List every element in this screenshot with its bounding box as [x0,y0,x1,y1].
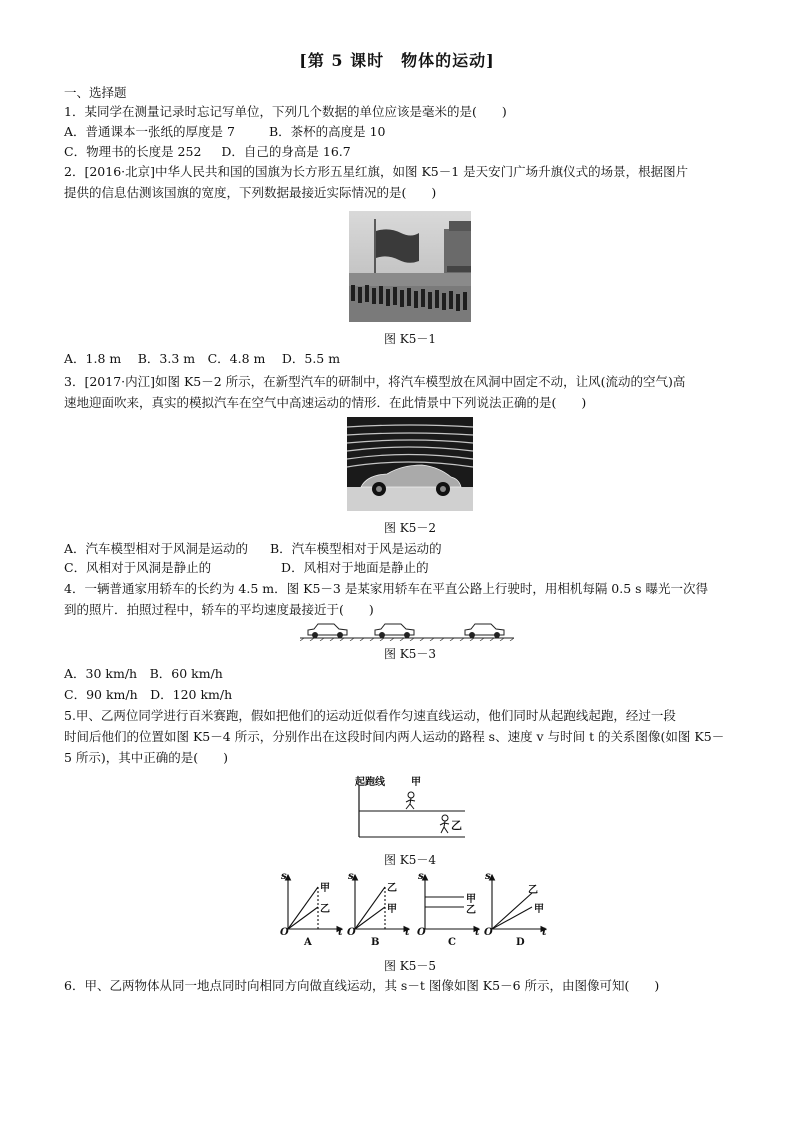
flag-raising-photo [349,211,471,322]
graph-c-origin: O [417,927,426,938]
runner-yi-icon [440,815,449,833]
q1-options-row1 [64,123,764,140]
graph-a-origin: O [280,927,289,938]
car-exposure-figure [300,619,514,641]
q1-option-b: B．茶杯的高度是 10 [268,124,386,139]
q3-line1: 3．[2017·内江]如图 K5－2 所示，在新型汽车的研制中，将汽车模型放在风洞中固定不动，让风(流动的空气)高 [64,374,686,389]
q2-line1: 2．[2016·北京]中华人民共和国的国旗为长方形五星红旗，如图 K5－1 是天安门广场升旗仪式的场景，根据图片 [64,164,689,179]
graph-d-origin: O [484,927,493,938]
graph-c-x-axis-label: t [475,927,480,938]
q1-options-row2 [64,143,764,160]
q4-options-row2: C．90 km/h D．120 km/h [64,687,233,702]
graph-d-option-label: D [516,937,525,948]
race-position-figure [355,773,465,843]
runner-jia-label: 甲 [411,777,421,788]
graph-c-top-line-label: 甲 [466,894,476,905]
q3-options-row2 [64,559,764,576]
graph-b-y-axis-label: s [348,871,354,882]
figure-k5-3-caption: 图 K5－3 [383,647,437,661]
graph-b-top-line-label: 乙 [387,883,397,894]
q3-line2: 速地迎面吹来，真实的模拟汽车在空气中高速运动的情形．在此情景中下列说法正确的是( ) [64,395,587,410]
graph-b-x-axis-label: t [405,927,410,938]
q2-options: A．1.8 m B．3.3 m C．4.8 m D．5.5 m [64,351,341,366]
graph-a-x-axis-label: t [338,927,343,938]
graph-c-bottom-line-label: 乙 [466,905,476,916]
q3-option-b: B．汽车模型相对于风是运动的 [270,541,442,556]
page-title: [第 5 课时 物体的运动] [299,51,495,70]
graph-b-origin: O [347,927,356,938]
q5-line2: 时间后他们的位置如图 K5－4 所示，分别作出在这段时间内两人运动的路程 s、速度 v 与时间 t 的关系图像(如图 K5－ [64,729,725,744]
start-line-label: 起跑线 [355,777,385,788]
q5-line1: 5.甲、乙两位同学进行百米赛跑，假如把他们的运动近似看作匀速直线运动，他们同时从起跑线起跑，经过一段 [64,708,676,723]
graph-b-option-label: B [371,937,380,948]
q3-options-row1 [64,540,764,557]
figure-k5-4-caption: 图 K5－4 [383,853,437,867]
wind-tunnel-photo [347,417,473,511]
graph-a [288,875,342,929]
q1-option-d: D．自己的身高是 16.7 [221,144,351,159]
graph-b [355,875,409,929]
section-heading: 一、选择题 [64,85,127,100]
runner-jia-icon [406,792,415,809]
graph-a-bottom-line-label: 乙 [320,904,330,915]
q1-option-c: C．物理书的长度是 252 [64,144,202,159]
q1-option-a: A．普通课本一张纸的厚度是 7 [64,124,235,139]
figure-k5-5-caption: 图 K5－5 [383,959,437,973]
q4-line2: 到的照片．拍照过程中，轿车的平均速度最接近于( ) [64,602,374,617]
runner-yi-label: 乙 [451,819,462,832]
figure-k5-2-caption: 图 K5－2 [383,521,437,535]
graph-a-y-axis-label: s [281,871,287,882]
q1-stem: 1．某同学在测量记录时忘记写单位，下列几个数据的单位应该是毫米的是( ) [64,104,507,119]
graph-c-option-label: C [448,937,456,948]
q6-line1: 6．甲、乙两物体从同一地点同时向相同方向做直线运动，其 s－t 图像如图 K5－6 所示，由图像可知( ) [64,978,660,993]
q3-option-c: C．风相对于风洞是静止的 [64,560,212,575]
graph-a-top-line-label: 甲 [320,883,330,894]
graph-d-y-axis-label: s [485,871,491,882]
graph-d-x-axis-label: t [542,927,547,938]
q5-line3: 5 所示)，其中正确的是( ) [64,750,229,765]
graph-a-option-label: A [304,937,312,948]
q4-options-row1: A．30 km/h B．60 km/h [64,666,223,681]
graph-c-y-axis-label: s [418,871,424,882]
figure-k5-1-caption: 图 K5－1 [383,332,437,346]
graph-d-top-line-label: 乙 [528,885,538,896]
graph-b-bottom-line-label: 甲 [387,904,397,915]
q2-line2: 提供的信息估测该国旗的宽度，下列数据最接近实际情况的是( ) [64,185,437,200]
graphs-k5-5 [280,871,550,951]
q3-option-a: A．汽车模型相对于风洞是运动的 [64,541,249,556]
graph-d-bottom-line-label: 甲 [534,904,544,915]
q3-option-d: D．风相对于地面是静止的 [281,560,429,575]
q4-line1: 4．一辆普通家用轿车的长约为 4.5 m．图 K5－3 是某家用轿车在平直公路上行驶时，用相机每隔 0.5 s 曝光一次得 [64,581,709,596]
